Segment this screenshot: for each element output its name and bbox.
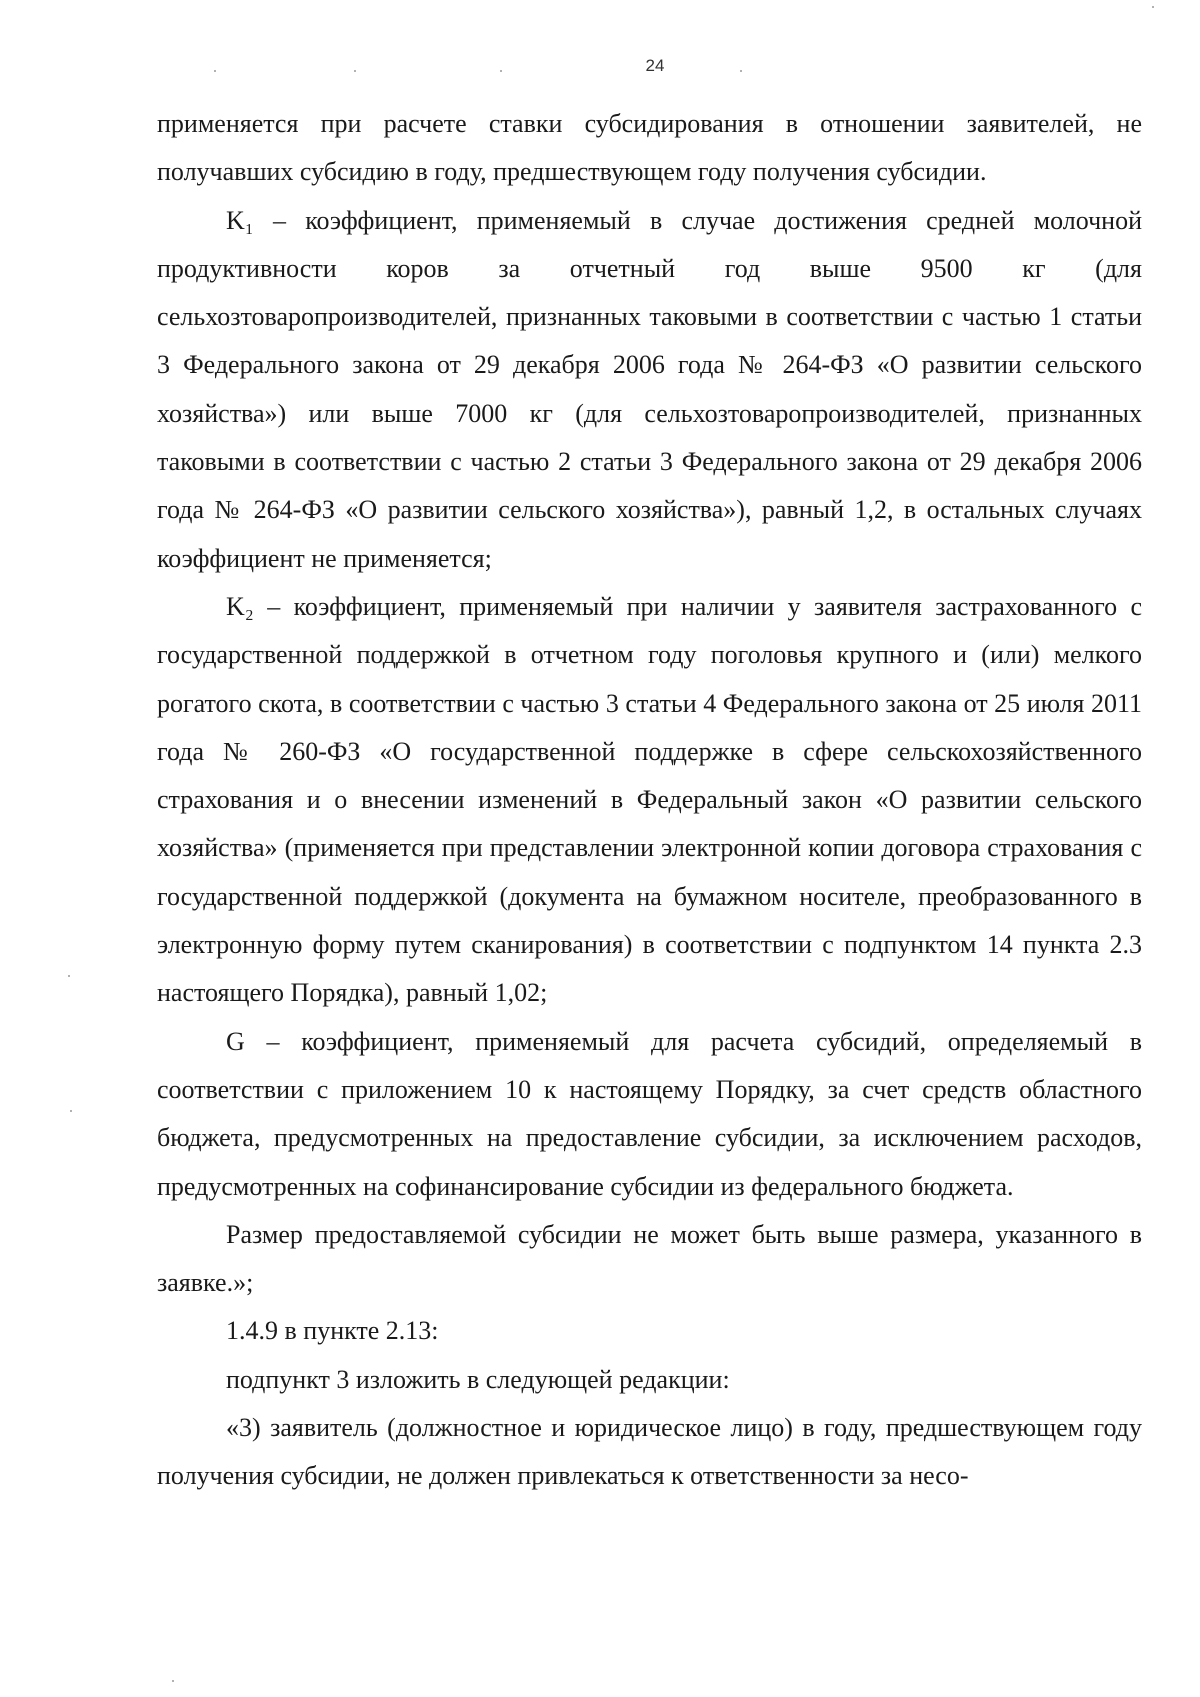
- scan-speck: [1152, 6, 1154, 8]
- paragraph-k2-coefficient: K₂ – коэффициент, применяемый при наличии у заявителя застрахованного с государственной поддержкой в отчетном году поголовья крупного и (или) мелкого рогатого скота, в соответствии с частью 3 статьи 4 Федерального закона от 25 июля 2011 года № 260-ФЗ «О государственной поддержке в сфере сельскохозяйственного страхования и о внесении изменений в Федеральный закон «О развитии сельского хозяйства» (применяется при представлении электронной копии договора страхования с государственной поддержкой (документа на бумажном носителе, преобразованного в электронную форму путем сканирования) в соответствии с подпунктом 14 пункта 2.3 настоящего Порядка), равный 1,02;: [157, 591, 1142, 1008]
- scan-speck: [172, 1680, 174, 1682]
- paragraph-continuation: применяется при расчете ставки субсидирования в отношении заявителей, не получавших субсидию в году, предшествующем году получения субсидии.: [157, 109, 1142, 187]
- paragraph-g-coefficient: G – коэффициент, применяемый для расчета субсидий, определяемый в соответствии с приложением 10 к настоящему Порядку, за счет средств областного бюджета, предусмотренных на предоставление субсидии, за исключением расходов, предусмотренных на софинансирование субсидии из федерального бюджета.: [157, 1026, 1142, 1201]
- scan-speck: [68, 975, 70, 977]
- page-number: 24: [645, 56, 665, 75]
- scan-speck: [214, 70, 216, 72]
- scan-speck: [740, 70, 742, 72]
- paragraph-k1-coefficient: K₁ – коэффициент, применяемый в случае достижения средней молочной продуктивности коров за отчетный год выше 9500 кг (для сельхозтоваропроизводителей, признанных таковыми в соответствии с частью 1 статьи 3 Федерального закона от 29 декабря 2006 года № 264-ФЗ «О развитии сельского хозяйства») или выше 7000 кг (для сельхозтоваропроизводителей, признанных таковыми в соответствии с частью 2 статьи 3 Федерального закона от 29 декабря 2006 года № 264-ФЗ «О развитии сельского хозяйства»), равный 1,2, в остальных случаях коэффициент не применяется;: [157, 205, 1142, 573]
- paragraph-clause-1-4-9: 1.4.9 в пункте 2.13:: [226, 1316, 439, 1346]
- body-text: [157, 100, 1142, 1501]
- paragraph-subclause-3: подпункт 3 изложить в следующей редакции:: [226, 1364, 730, 1394]
- paragraph-new-wording: «3) заявитель (должностное и юридическое лицо) в году, предшествующем году получения субсидии, не должен привлекаться к ответственности за несо-: [157, 1413, 1142, 1491]
- scan-speck: [70, 1110, 72, 1112]
- scan-speck: [354, 70, 356, 72]
- paragraph-subsidy-limit: Размер предоставляемой субсидии не может быть выше размера, указанного в заявке.»;: [157, 1219, 1142, 1298]
- scan-speck: [500, 70, 502, 72]
